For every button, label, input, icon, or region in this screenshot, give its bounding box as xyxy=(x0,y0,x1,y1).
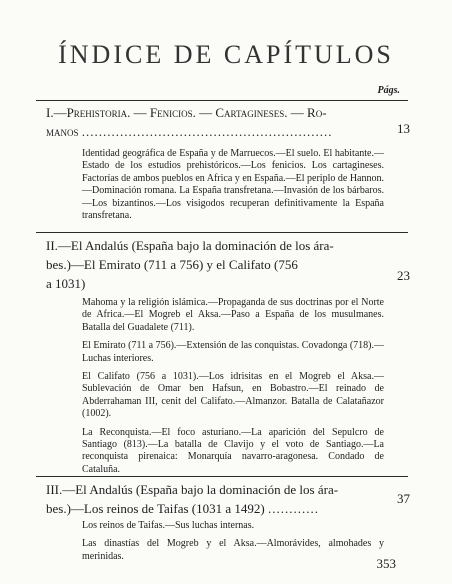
page-title: ÍNDICE DE CAPÍTULOS xyxy=(58,40,394,69)
chapter-2-page-number: 23 xyxy=(397,268,410,283)
chapter-2-heading-line1: II.—El Andalús (España bajo la dominación de los ára- xyxy=(46,238,334,253)
chapter-3-page-number: 37 xyxy=(397,491,410,506)
section-divider xyxy=(36,232,408,233)
chapter-3-summary-paragraph: Las dinastías del Mogreb y el Aksa.—Almorávides, almohades y merinidas. xyxy=(82,538,384,562)
section-divider xyxy=(36,100,408,101)
chapter-3-heading-line1: III.—El Andalús (España bajo la dominación de los ára- xyxy=(46,482,339,497)
pages-column-label: Págs. xyxy=(377,85,400,96)
section-divider xyxy=(36,476,408,477)
chapter-2-heading-line3: a 1031) xyxy=(46,276,86,291)
chapter-1-summary-paragraph: Identidad geográfica de España y de Marruecos.—El suelo. El habitante.—Estado de los estudios prehistóricos.—Los fenicios. Los cartagineses. Factorías de ambos pueblos en Africa y en España.—El periplo de Hannon.—Dominación romana. La España transfretana.—Invasión de los bárbaros.—Los bizantinos.—Los visigodos recuperan definitivamente la España transfretana. xyxy=(82,148,384,222)
chapter-1-page-number: 13 xyxy=(397,121,410,136)
chapter-2-summary-paragraph: El Califato (756 a 1031).—Los idrisitas en el Mogreb el Aksa.—Sublevación de Omar ben Hafsun, en Bobastro.—El reinado de Abderrahaman III, cenit del Califato.—Almanzor. Batalla de Calatañazor (1002). xyxy=(82,371,384,420)
chapter-2-heading xyxy=(46,236,386,293)
chapter-3-heading xyxy=(46,480,386,518)
chapter-1-heading-line2: manos xyxy=(46,124,79,139)
page-folio: 353 xyxy=(376,556,396,571)
chapter-2-summary-paragraph: El Emirato (711 a 756).—Extensión de las conquistas. Covadonga (718).—Luchas interiores. xyxy=(82,340,384,364)
chapter-3-leader-dots: ............ xyxy=(267,501,319,516)
chapter-2-summary-paragraph: Mahoma y la religión islámica.—Propaganda de sus doctrinas por el Norte de Africa.—El Mogreb el Aksa.—Paso a España de los musulmanes. Batalla del Guadalete (711). xyxy=(82,297,384,333)
chapter-3-heading-line2-wrap xyxy=(46,499,386,518)
chapter-2-summary-paragraph: La Reconquista.—El foco asturiano.—La aparición del Sepulcro de Santiago (813).—La batalla de Clavijo y el voto de Santiago.—La reconquista pirenaica: Monarquía navarro-aragonesa. Condado de Cataluña. xyxy=(82,426,384,475)
chapter-3-heading-line2: bes.)—Los reinos de Taifas (1031 a 1492) xyxy=(46,501,265,516)
chapter-1-summary xyxy=(82,148,384,228)
chapter-2-heading-line2: bes.)—El Emirato (711 a 756) y el Califato (756 xyxy=(46,257,298,272)
chapter-1-heading-line2-wrap xyxy=(46,122,386,141)
chapter-2-summary xyxy=(82,297,384,482)
chapter-1-heading-line1: I.—Prehistoria. — Fenicios. — Cartagineses. — Ro- xyxy=(46,105,327,120)
chapter-3-summary-paragraph: Los reinos de Taifas.—Sus luchas internas. xyxy=(82,520,255,531)
chapter-1-leader-dots: ........................................................... xyxy=(81,124,333,139)
chapter-1-heading xyxy=(46,103,386,141)
chapter-3-summary xyxy=(82,520,384,569)
